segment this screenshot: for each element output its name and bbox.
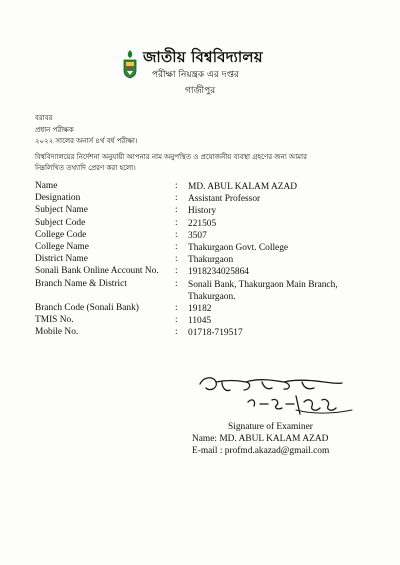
field-colon: : — [175, 315, 178, 326]
field-colon: : — [175, 266, 178, 277]
field-value: 11045 — [188, 316, 212, 327]
field-value: Assistant Professor — [188, 194, 261, 205]
handwritten-signature — [192, 370, 362, 420]
field-row-college-code — [35, 230, 375, 242]
field-colon: : — [175, 217, 178, 228]
field-value: History — [188, 206, 217, 217]
examiner-info-table — [35, 181, 375, 340]
field-colon: : — [175, 193, 178, 204]
examiner-email-line: E-mail : profmd.akazad@gmail.com — [192, 446, 330, 456]
field-colon: : — [175, 241, 178, 252]
field-colon: : — [175, 278, 178, 289]
university-name: জাতীয় বিশ্ববিদ্যালয় — [143, 48, 263, 66]
field-label: District Name — [35, 254, 88, 265]
field-value: 01718-719517 — [188, 328, 243, 339]
letter-subject: ২০২২ সালের অনার্স ৪র্থ বর্ষ পরীক্ষা। — [35, 137, 138, 145]
field-value: Sonali Bank, Thakurgaon Main Branch, Thakurgaon. — [188, 279, 338, 302]
field-value: 3507 — [188, 230, 207, 241]
examiner-name-line: Name: MD. ABUL KALAM AZAD — [192, 434, 329, 444]
letter-request — [35, 152, 307, 174]
field-label: College Name — [35, 241, 89, 252]
field-label: Subject Code — [35, 217, 86, 228]
field-colon: : — [175, 205, 178, 216]
field-colon: : — [175, 303, 178, 314]
letter-request-line-1: বিশ্ববিদ্যালয়ের নির্দেশনা অনুযায়ী আপনার নাম অনুপস্থিত ও প্রযোজনীয় ব্যবস্থা গ্রহণের জন্য আমার — [35, 153, 307, 161]
field-label: TMIS No. — [35, 315, 74, 326]
field-row-designation — [35, 193, 375, 205]
field-value: 19182 — [188, 304, 212, 315]
field-row-college-name — [35, 242, 375, 254]
university-logo-icon — [121, 49, 139, 79]
field-row-district-name — [35, 254, 375, 266]
field-row-tmis-no — [35, 315, 375, 327]
field-colon: : — [175, 254, 178, 265]
field-row-branch-code — [35, 303, 375, 315]
field-value: Thakurgaon Govt. College — [188, 242, 289, 253]
field-value: Thakurgaon — [188, 255, 234, 266]
letter-to: বরাবর — [35, 114, 53, 122]
office-name: পরীক্ষা নিয়ন্ত্রক এর দপ্তর — [152, 70, 239, 80]
field-colon: : — [175, 229, 178, 240]
field-label: College Code — [35, 229, 87, 240]
field-label: Branch Name & District — [35, 278, 127, 289]
field-row-branch — [35, 279, 375, 304]
field-value: 221505 — [188, 218, 217, 229]
field-row-subject-name — [35, 205, 375, 217]
field-colon: : — [175, 181, 178, 191]
field-value: MD. ABUL KALAM AZAD — [188, 182, 298, 192]
field-row-account-no — [35, 266, 375, 278]
field-label: Name — [35, 181, 58, 191]
field-value: 1918234025864 — [188, 267, 249, 278]
field-label: Branch Code (Sonali Bank) — [35, 303, 139, 314]
field-row-mobile-no — [35, 327, 375, 339]
field-label: Mobile No. — [35, 327, 79, 338]
field-label: Designation — [35, 193, 81, 204]
letter-designee: প্রধান পরীক্ষক — [35, 126, 74, 134]
signature-caption: Signature of Examiner — [228, 422, 313, 432]
field-colon: : — [175, 327, 178, 338]
field-label: Subject Name — [35, 205, 88, 216]
field-label: Sonali Bank Online Account No. — [35, 266, 159, 277]
office-city: গাজীপুর — [185, 86, 216, 96]
letter-request-line-2: নিম্নলিখিত তথ্যাদি প্রেরণ করা হলো। — [35, 164, 136, 172]
field-row-name — [35, 181, 375, 193]
field-row-subject-code — [35, 218, 375, 230]
